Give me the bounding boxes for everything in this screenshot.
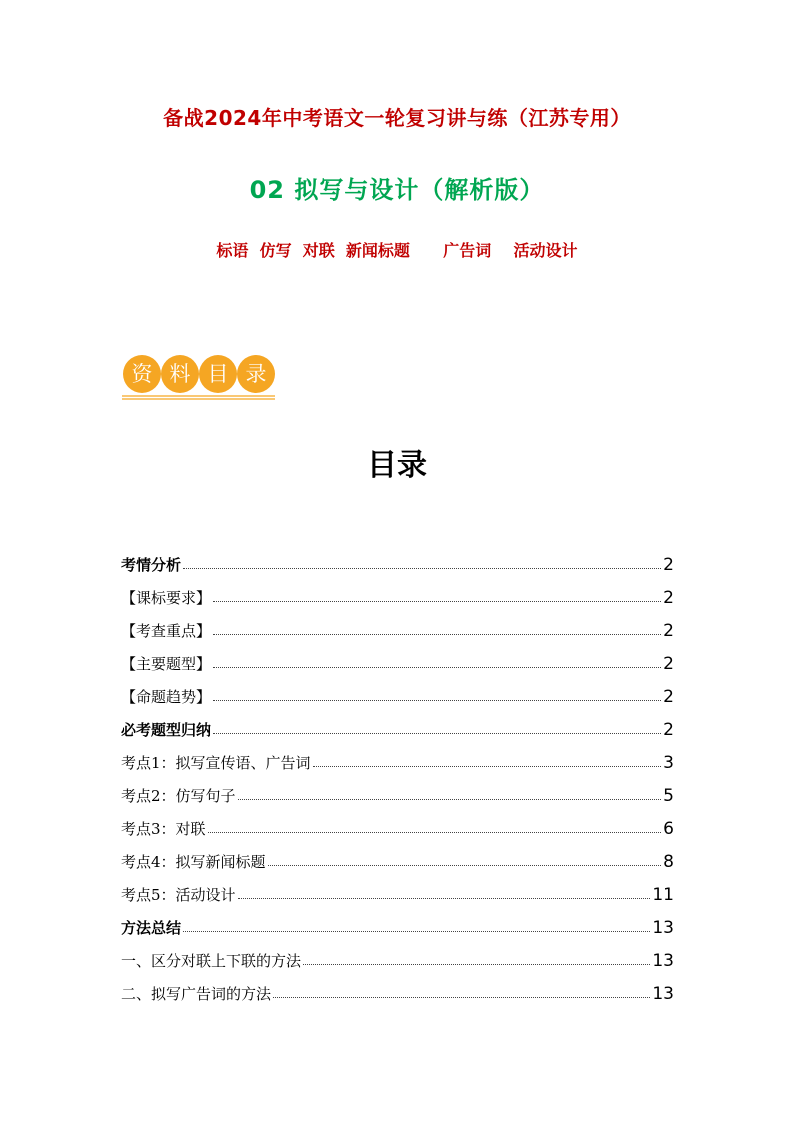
toc-entry-page: 2 xyxy=(663,554,674,575)
toc-leader-dots xyxy=(303,964,650,965)
toc-entry[interactable] xyxy=(121,779,674,812)
toc-entry-page: 2 xyxy=(663,719,674,740)
toc-entry-page: 8 xyxy=(663,851,674,872)
toc-heading: 目录 xyxy=(367,448,427,483)
toc-entry-page: 11 xyxy=(652,884,674,905)
resource-catalog-badge xyxy=(120,352,280,402)
toc-entry[interactable] xyxy=(121,944,674,977)
toc-leader-dots xyxy=(238,898,651,899)
toc-entry-page: 5 xyxy=(663,785,674,806)
toc-entry[interactable] xyxy=(121,548,674,581)
toc-entry-label: 考点5：活动设计 xyxy=(121,886,236,904)
toc-leader-dots xyxy=(273,997,650,998)
toc-entry-label: 必考题型归纳 xyxy=(121,721,212,739)
toc-leader-dots xyxy=(213,733,661,734)
toc-entry[interactable] xyxy=(121,812,674,845)
toc-entry-label: 二、拟写广告词的方法 xyxy=(121,985,272,1003)
toc-entry-page: 2 xyxy=(663,620,674,641)
toc-entry[interactable] xyxy=(121,911,674,944)
toc-entry[interactable] xyxy=(121,845,674,878)
toc-entry-label: 【考查重点】 xyxy=(121,622,212,640)
badge-char: 目 xyxy=(207,362,229,386)
toc-entry[interactable] xyxy=(121,977,674,1010)
toc-entry-label: 考点4：拟写新闻标题 xyxy=(121,853,266,871)
toc-leader-dots xyxy=(313,766,662,767)
badge-char: 资 xyxy=(131,362,153,386)
toc-leader-dots xyxy=(213,601,661,602)
toc-entry-label: 考情分析 xyxy=(121,556,182,574)
toc-entry-label: 考点1：拟写宣传语、广告词 xyxy=(121,754,311,772)
toc-entry[interactable] xyxy=(121,581,674,614)
table-of-contents xyxy=(121,548,674,1010)
toc-entry-page: 6 xyxy=(663,818,674,839)
toc-entry-page: 13 xyxy=(652,983,674,1004)
toc-leader-dots xyxy=(213,667,661,668)
toc-entry[interactable] xyxy=(121,680,674,713)
toc-leader-dots xyxy=(238,799,662,800)
toc-entry-page: 2 xyxy=(663,653,674,674)
toc-leader-dots xyxy=(213,634,661,635)
document-title: 备战2024年中考语文一轮复习讲与练（江苏专用） xyxy=(163,106,631,130)
toc-leader-dots xyxy=(183,931,650,932)
document-subtitle: 02 拟写与设计（解析版） xyxy=(249,176,545,204)
toc-entry-label: 考点3：对联 xyxy=(121,820,206,838)
toc-entry-label: 方法总结 xyxy=(121,919,182,937)
toc-entry-label: 【课标要求】 xyxy=(121,589,212,607)
toc-entry-label: 一、区分对联上下联的方法 xyxy=(121,952,302,970)
toc-entry-label: 【命题趋势】 xyxy=(121,688,212,706)
toc-entry-page: 13 xyxy=(652,950,674,971)
topic-list: 标语 仿写 对联 新闻标题 广告词 活动设计 xyxy=(216,241,578,260)
toc-entry[interactable] xyxy=(121,746,674,779)
toc-entry-label: 考点2：仿写句子 xyxy=(121,787,236,805)
toc-entry-page: 13 xyxy=(652,917,674,938)
toc-entry[interactable] xyxy=(121,713,674,746)
badge-char: 料 xyxy=(169,362,191,386)
toc-entry-page: 3 xyxy=(663,752,674,773)
toc-leader-dots xyxy=(213,700,661,701)
toc-entry[interactable] xyxy=(121,878,674,911)
toc-entry-page: 2 xyxy=(663,686,674,707)
toc-entry-page: 2 xyxy=(663,587,674,608)
toc-entry[interactable] xyxy=(121,647,674,680)
toc-leader-dots xyxy=(183,568,661,569)
toc-entry[interactable] xyxy=(121,614,674,647)
badge-char: 录 xyxy=(245,362,267,386)
toc-entry-label: 【主要题型】 xyxy=(121,655,212,673)
toc-leader-dots xyxy=(268,865,662,866)
toc-leader-dots xyxy=(208,832,662,833)
